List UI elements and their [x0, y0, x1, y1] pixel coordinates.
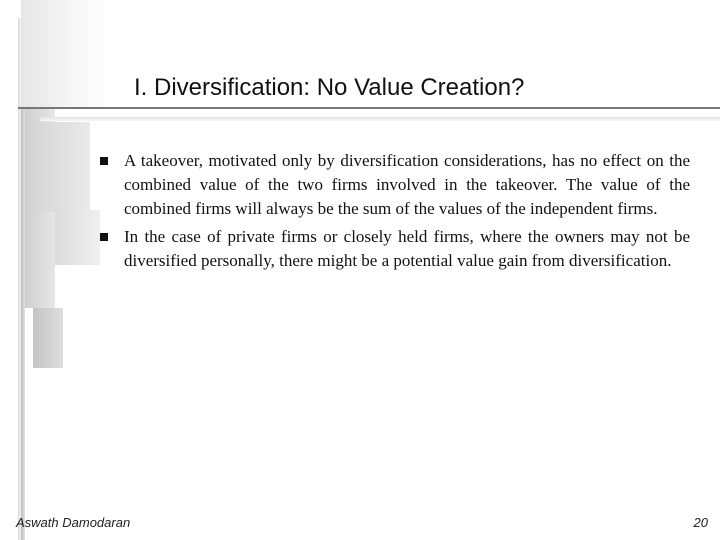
decorative-bar: [33, 308, 63, 368]
slide-title: I. Diversification: No Value Creation?: [134, 74, 525, 101]
title-divider: [18, 107, 720, 109]
footer-author: Aswath Damodaran: [16, 515, 131, 530]
bullet-item: [98, 149, 690, 221]
decorative-bar: [55, 210, 100, 265]
decorative-bar: [30, 122, 90, 212]
page-number: 20: [693, 515, 708, 530]
bullet-item: [98, 225, 690, 273]
square-bullet-icon: [100, 233, 108, 241]
bullet-text: A takeover, motivated only by diversification considerations, has no effect on the combined value of the two firms involved in the takeover. The value of the combined firms will always be the sum of the values of the independent firms.: [124, 151, 690, 218]
square-bullet-icon: [100, 157, 108, 165]
title-divider-shadow: [40, 117, 720, 121]
decorative-bar: [21, 0, 111, 108]
bullet-text: In the case of private firms or closely held firms, where the owners may not be diversified personally, there might be a potential value gain from diversification.: [124, 227, 690, 270]
bullet-list: [98, 149, 690, 277]
